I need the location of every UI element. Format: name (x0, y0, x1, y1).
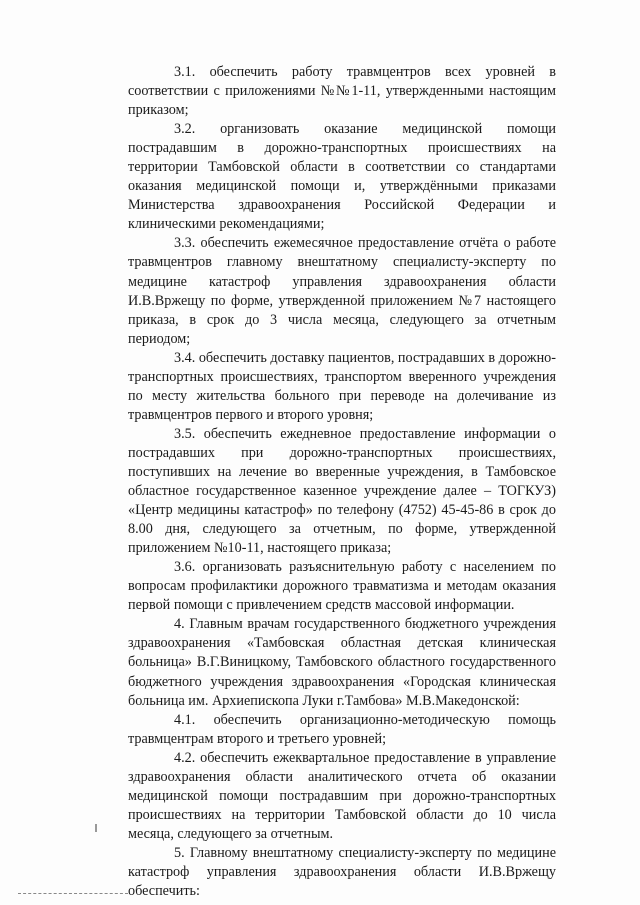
paragraph-5: 5. Главному внештатному специалисту-эксперту по медицине катастроф управления здравоохранения области И.В.Вржещу обеспечить: (128, 844, 556, 900)
margin-mark (95, 824, 97, 832)
document-body (128, 63, 556, 901)
paragraph-3-2: 3.2. организовать оказание медицинской помощи пострадавшим в дорожно-транспортных происшествиях на территории Тамбовской области в соответствии со стандартами оказания медицинской помощи и, утверждёнными приказами Министерства здравоохранения Российской Федерации и клиническими рекомендациями; (128, 121, 556, 233)
scan-artifact-line (18, 893, 128, 894)
paragraph-3-3: 3.3. обеспечить ежемесячное предоставление отчёта о работе травмцентров главному внештатному специалисту-эксперту по медицине катастроф управления здравоохранения области И.В.Вржещу по форме, утвержденной приложением №7 настоящего приказа, в срок до 3 числа месяца, следующего за отчетным периодом; (128, 235, 556, 347)
paragraph-3-6: 3.6. организовать разъяснительную работу с населением по вопросам профилактики дорожного травматизма и методам оказания первой помощи с привлечением средств массовой информации. (128, 559, 556, 614)
paragraph-4-1: 4.1. обеспечить организационно-методическую помощь травмцентрам второго и третьего уровней; (128, 711, 556, 747)
paragraph-4: 4. Главным врачам государственного бюджетного учреждения здравоохранения «Тамбовская областная детская клиническая больница» В.Г.Виницкому, Тамбовского областного государственного бюджетного учреждения здравоохранения «Городская клиническая больница им. Архиепископа Луки г.Тамбова» М.В.Македонской: (128, 616, 556, 709)
paragraph-3-1: 3.1. обеспечить работу травмцентров всех уровней в соответствии с приложениями №№1-11, утвержденными настоящим приказом; (128, 64, 556, 119)
paragraph-3-5: 3.5. обеспечить ежедневное предоставление информации о пострадавших при дорожно-транспортных происшествиях, поступивших на лечение во вверенные учреждения, в Тамбовское областное государственное казенное учреждение далее – ТОГКУЗ) «Центр медицины катастроф» по телефону (4752) 45-45-86 в срок до 8.00 дня, следующего за отчетным, по форме, утвержденной приложением №10-11, настоящего приказа; (128, 425, 556, 557)
paragraph-4-2: 4.2. обеспечить ежеквартальное предоставление в управление здравоохранения области аналитического отчета об оказании медицинской помощи пострадавшим при дорожно-транспортных происшествиях на территории Тамбовской области до 10 числа месяца, следующего за отчетным. (128, 749, 556, 842)
paragraph-3-4: 3.4. обеспечить доставку пациентов, пострадавших в дорожно-транспортных происшествиях, транспортом вверенного учреждения по месту жительства больного при переводе на долечивание из травмцентров первого и второго уровня; (128, 349, 556, 423)
